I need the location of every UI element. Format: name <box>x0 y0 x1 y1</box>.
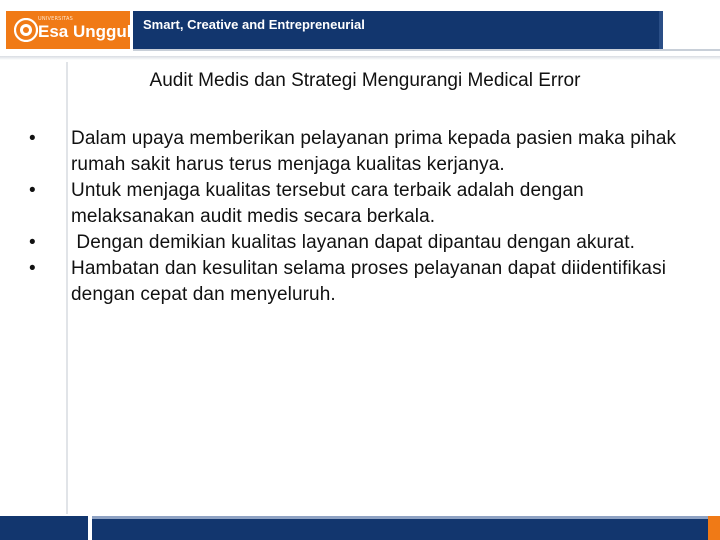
header-rule <box>133 49 720 51</box>
footer-block-left <box>0 516 88 540</box>
slide-title: Audit Medis dan Strategi Mengurangi Medical Error <box>149 70 581 91</box>
tagline-bar <box>133 11 663 49</box>
bullet-text: Dalam upaya memberikan pelayanan prima kepada pasien maka pihak rumah sakit harus terus menjaga kualitas kerjanya. <box>71 128 677 175</box>
bullet-item <box>29 126 699 178</box>
bullet-dot: • <box>29 180 36 201</box>
footer-highlight <box>92 516 708 519</box>
logo-text: Esa Unggul <box>38 22 132 41</box>
bullet-item <box>29 256 699 308</box>
tagline-text: Smart, Creative and Entrepreneurial <box>143 17 365 32</box>
footer-accent <box>708 516 720 540</box>
bullet-dot: • <box>29 232 36 253</box>
header-shadow <box>0 56 720 60</box>
slide-footer <box>0 514 720 540</box>
logo-small-text: UNIVERSITAS <box>38 16 74 22</box>
bullet-dot: • <box>29 258 36 279</box>
bullet-text: Dengan demikian kualitas layanan dapat dipantau dengan akurat. <box>71 232 636 253</box>
bullet-item <box>29 178 699 230</box>
bullet-list <box>29 126 699 308</box>
bullet-dot: • <box>29 128 36 149</box>
tagline-bar-edge <box>659 11 663 49</box>
bullet-text: Hambatan dan kesulitan selama proses pelayanan dapat diidentifikasi dengan cepat dan menyeluruh. <box>71 258 667 305</box>
bullet-text: Untuk menjaga kualitas tersebut cara terbaik adalah dengan melaksanakan audit medis secara berkala. <box>71 180 584 227</box>
bullet-item <box>29 230 699 256</box>
university-logo <box>6 11 130 49</box>
slide-header <box>0 0 720 58</box>
footer-block-main <box>92 516 708 540</box>
esa-unggul-logo-icon <box>14 18 38 42</box>
